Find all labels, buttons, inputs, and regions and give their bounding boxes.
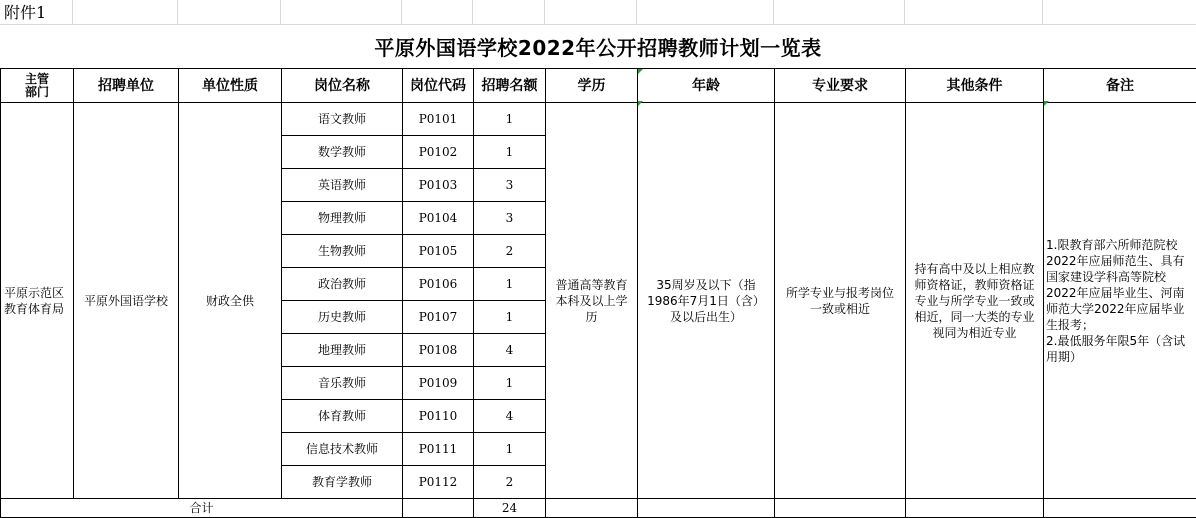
quota-cell[interactable]: 1 <box>474 433 546 466</box>
empty-cell[interactable] <box>546 499 638 518</box>
header-unit[interactable]: 招聘单位 <box>74 69 179 103</box>
position-name-cell[interactable]: 英语教师 <box>282 169 403 202</box>
position-name-cell[interactable]: 数学教师 <box>282 136 403 169</box>
quota-cell[interactable]: 1 <box>474 367 546 400</box>
position-code-cell[interactable]: P0107 <box>403 301 474 334</box>
education-cell[interactable] <box>546 103 638 499</box>
empty-cell[interactable] <box>1044 499 1196 518</box>
empty-cell[interactable] <box>637 0 774 25</box>
header-code[interactable]: 岗位代码 <box>403 69 474 103</box>
quota-cell[interactable]: 4 <box>474 400 546 433</box>
empty-cell[interactable] <box>403 499 474 518</box>
position-code-cell[interactable]: P0104 <box>403 202 474 235</box>
position-name-cell[interactable]: 生物教师 <box>282 235 403 268</box>
quota-cell[interactable]: 1 <box>474 301 546 334</box>
position-code-cell[interactable]: P0103 <box>403 169 474 202</box>
position-name-cell[interactable]: 物理教师 <box>282 202 403 235</box>
header-dept[interactable] <box>1 69 74 103</box>
position-name-cell[interactable]: 地理教师 <box>282 334 403 367</box>
position-code-cell[interactable]: P0111 <box>403 433 474 466</box>
comment-indicator-icon <box>638 69 643 74</box>
empty-cell[interactable] <box>545 0 637 25</box>
empty-cell[interactable] <box>402 0 473 25</box>
position-name-cell[interactable]: 教育学教师 <box>282 466 403 499</box>
attachment-row <box>0 0 1196 25</box>
empty-cell[interactable] <box>281 0 402 25</box>
empty-cell[interactable] <box>1043 0 1196 25</box>
major-text: 所学专业与报考岗位一致或相近 <box>785 285 894 316</box>
quota-cell[interactable]: 3 <box>474 169 546 202</box>
quota-cell[interactable]: 1 <box>474 103 546 136</box>
position-name-cell[interactable]: 音乐教师 <box>282 367 403 400</box>
header-major[interactable]: 专业要求 <box>775 69 906 103</box>
other-cell[interactable] <box>906 103 1044 499</box>
position-code-cell[interactable]: P0110 <box>403 400 474 433</box>
header-other[interactable]: 其他条件 <box>906 69 1044 103</box>
total-value-cell[interactable]: 24 <box>474 499 546 518</box>
education-text: 普通高等教育本科及以上学历 <box>555 277 628 324</box>
table-row <box>1 103 1196 136</box>
header-age[interactable]: 年龄 <box>638 69 775 103</box>
position-code-cell[interactable]: P0102 <box>403 136 474 169</box>
quota-cell[interactable]: 2 <box>474 235 546 268</box>
quota-cell[interactable]: 2 <box>474 466 546 499</box>
unit-cell[interactable]: 平原外国语学校 <box>74 103 179 499</box>
empty-cell[interactable] <box>906 499 1044 518</box>
header-nature[interactable]: 单位性质 <box>179 69 282 103</box>
header-row <box>1 69 1196 103</box>
empty-cell[interactable] <box>774 0 905 25</box>
position-name-cell[interactable]: 语文教师 <box>282 103 403 136</box>
empty-cell[interactable] <box>178 0 281 25</box>
quota-cell[interactable]: 4 <box>474 334 546 367</box>
remark-cell[interactable] <box>1044 103 1196 499</box>
header-quota[interactable]: 招聘名额 <box>474 69 546 103</box>
remark-text: 1.限教育部六所师范院校2022年应届师范生、具有国家建设学科高等院校2022年应届毕业生、河南师范大学2022年应届毕业生报考； 2.最低服务年限5年（含试用期） <box>1046 237 1186 364</box>
attachment-label[interactable]: 附件1 <box>0 0 73 25</box>
recruitment-plan-table <box>0 68 1196 518</box>
empty-cell[interactable] <box>473 0 545 25</box>
position-code-cell[interactable]: P0109 <box>403 367 474 400</box>
major-cell[interactable] <box>775 103 906 499</box>
total-row <box>1 499 1196 518</box>
age-cell[interactable] <box>638 103 775 499</box>
position-name-cell[interactable]: 政治教师 <box>282 268 403 301</box>
quota-cell[interactable]: 3 <box>474 202 546 235</box>
comment-indicator-icon <box>638 101 643 106</box>
other-text: 持有高中及以上相应教师资格证，教师资格证专业与所学专业一致或相近，同一大类的专业视同为相近专业 <box>914 261 1035 340</box>
position-code-cell[interactable]: P0112 <box>403 466 474 499</box>
position-name-cell[interactable]: 体育教师 <box>282 400 403 433</box>
sheet-title[interactable]: 平原外国语学校2022年公开招聘教师计划一览表 <box>0 25 1196 69</box>
position-code-cell[interactable]: P0101 <box>403 103 474 136</box>
quota-cell[interactable]: 1 <box>474 136 546 169</box>
position-code-cell[interactable]: P0105 <box>403 235 474 268</box>
quota-cell[interactable]: 1 <box>474 268 546 301</box>
empty-cell[interactable] <box>638 499 775 518</box>
position-name-cell[interactable]: 信息技术教师 <box>282 433 403 466</box>
empty-cell[interactable] <box>905 0 1043 25</box>
position-code-cell[interactable]: P0108 <box>403 334 474 367</box>
header-position[interactable]: 岗位名称 <box>282 69 403 103</box>
empty-cell[interactable] <box>73 0 178 25</box>
nature-cell[interactable]: 财政全供 <box>179 103 282 499</box>
empty-cell[interactable] <box>775 499 906 518</box>
position-code-cell[interactable]: P0106 <box>403 268 474 301</box>
header-remark[interactable]: 备注 <box>1044 69 1196 103</box>
position-name-cell[interactable]: 历史教师 <box>282 301 403 334</box>
age-text: 35周岁及以下（指1986年7月1日（含）及以后出生） <box>647 277 765 324</box>
header-dept-text: 主管 部门 <box>24 71 49 99</box>
dept-cell[interactable]: 平原示范区教育体育局 <box>1 103 74 499</box>
header-education[interactable]: 学历 <box>546 69 638 103</box>
total-label-cell[interactable]: 合计 <box>1 499 403 518</box>
comment-indicator-icon <box>1044 101 1049 106</box>
